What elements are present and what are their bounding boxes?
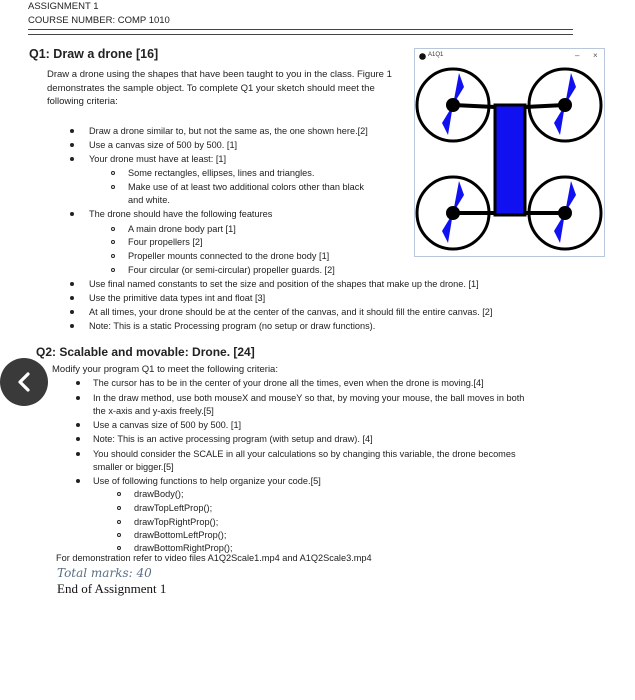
q2-criterion-2: In the draw method, use both mouseX and mouseY so that, by moving your mouse, the ball moves in both bbox=[93, 393, 525, 403]
q2-intro: Modify your program Q1 to meet the following criteria: bbox=[52, 364, 278, 375]
bullet bbox=[70, 310, 74, 314]
header-divider-2 bbox=[28, 34, 573, 35]
total-marks: Total marks: 40 bbox=[57, 566, 152, 580]
function-item: drawBottomRightProp(); bbox=[134, 543, 233, 553]
q1-criterion-4d: Four circular (or semi-circular) propeller guards. [2] bbox=[128, 265, 335, 275]
sketch-window-title: A1Q1 bbox=[428, 52, 444, 58]
function-item: drawBottomLeftProp(); bbox=[134, 530, 227, 540]
q1-title: Q1: Draw a drone [16] bbox=[29, 47, 159, 61]
q2-criterion-1: The cursor has to be in the center of your drone all the times, even when the drone is moving.[4] bbox=[93, 378, 484, 388]
propeller-hub-bottom-left bbox=[446, 206, 460, 220]
demo-note: For demonstration refer to video files A1Q2Scale1.mp4 and A1Q2Scale3.mp4 bbox=[56, 553, 372, 563]
sub-bullet bbox=[117, 546, 121, 550]
q1-criterion-3a: Some rectangles, ellipses, lines and triangles. bbox=[128, 168, 315, 178]
sub-bullet bbox=[117, 533, 121, 537]
q1-criterion-7: At all times, your drone should be at the center of the canvas, and it should fill the entire canvas. [2] bbox=[89, 307, 493, 317]
sub-bullet bbox=[111, 268, 115, 272]
bullet bbox=[70, 129, 74, 133]
sub-bullet bbox=[117, 506, 121, 510]
processing-app-icon bbox=[419, 53, 426, 60]
sub-bullet bbox=[111, 254, 115, 258]
q1-criterion-5: Use final named constants to set the size and position of the shapes that make up the drone. [1] bbox=[89, 279, 479, 289]
sketch-window-titlebar bbox=[415, 49, 604, 67]
end-of-assignment: End of Assignment 1 bbox=[57, 581, 167, 596]
q2-criterion-5: You should consider the SCALE in all your calculations so by changing this variable, the drone becomes bbox=[93, 449, 516, 459]
q2-criterion-3: Use a canvas size of 500 by 500. [1] bbox=[93, 420, 242, 430]
function-item: drawTopLeftProp(); bbox=[134, 503, 213, 513]
bullet bbox=[70, 157, 74, 161]
bullet bbox=[70, 143, 74, 147]
close-button[interactable]: × bbox=[593, 51, 598, 60]
minimize-button[interactable]: – bbox=[575, 51, 580, 60]
q1-intro: Draw a drone using the shapes that have been taught to you in the class. Figure 1 demonstrates the sample object. To complete Q1 your sketch should meet the following criteria: bbox=[47, 69, 392, 107]
bullet bbox=[76, 479, 80, 483]
back-button[interactable] bbox=[0, 358, 48, 406]
course-number: COURSE NUMBER: COMP 1010 bbox=[28, 15, 170, 26]
q2-criterion-5-cont: smaller or bigger.[5] bbox=[93, 462, 174, 472]
bullet bbox=[76, 452, 80, 456]
q1-criterion-4a: A main drone body part [1] bbox=[128, 224, 236, 234]
bullet bbox=[76, 381, 80, 385]
header-divider bbox=[28, 29, 573, 30]
bullet bbox=[70, 282, 74, 286]
q1-criterion-8: Note: This is a static Processing program (no setup or draw functions). bbox=[89, 321, 376, 331]
q1-criterion-6: Use the primitive data types int and float [3] bbox=[89, 293, 266, 303]
q1-criterion-4c: Propeller mounts connected to the drone body [1] bbox=[128, 251, 330, 261]
function-item: drawTopRightProp(); bbox=[134, 517, 219, 527]
q1-criterion-3b: Make use of at least two additional colors other than black bbox=[128, 182, 364, 192]
chevron-left-icon bbox=[15, 371, 33, 393]
sketch-window bbox=[414, 48, 605, 257]
sub-bullet bbox=[111, 240, 115, 244]
sub-bullet bbox=[117, 520, 121, 524]
q2-criterion-6: Use of following functions to help organize your code.[5] bbox=[93, 476, 321, 486]
bullet bbox=[76, 396, 80, 400]
propeller-hub-top-right bbox=[558, 98, 572, 112]
q1-criterion-4b: Four propellers [2] bbox=[128, 237, 203, 247]
sub-bullet bbox=[111, 171, 115, 175]
drone-body bbox=[495, 105, 525, 215]
bullet bbox=[70, 324, 74, 328]
sub-bullet bbox=[111, 185, 115, 189]
bullet bbox=[76, 423, 80, 427]
propeller-hub-top-left bbox=[446, 98, 460, 112]
q1-criterion-3b-cont: and white. bbox=[128, 195, 170, 205]
bullet bbox=[70, 296, 74, 300]
sub-bullet bbox=[111, 227, 115, 231]
q2-title: Q2: Scalable and movable: Drone. [24] bbox=[36, 345, 255, 359]
sub-bullet bbox=[117, 492, 121, 496]
q1-criterion-3: Your drone must have at least: [1] bbox=[89, 154, 227, 164]
propeller-hub-bottom-right bbox=[558, 206, 572, 220]
q2-criterion-2-cont: the x-axis and y-axis freely.[5] bbox=[93, 406, 214, 416]
q2-criterion-4: Note: This is an active processing program (with setup and draw). [4] bbox=[93, 434, 373, 444]
q1-criterion-1: Draw a drone similar to, but not the same as, the one shown here.[2] bbox=[89, 126, 368, 136]
function-item: drawBody(); bbox=[134, 489, 184, 499]
bullet bbox=[76, 437, 80, 441]
q1-criterion-4: The drone should have the following features bbox=[89, 209, 273, 219]
assignment-label: ASSIGNMENT 1 bbox=[28, 1, 99, 12]
bullet bbox=[70, 212, 74, 216]
q1-criterion-2: Use a canvas size of 500 by 500. [1] bbox=[89, 140, 238, 150]
drone-drawing bbox=[415, 67, 604, 256]
